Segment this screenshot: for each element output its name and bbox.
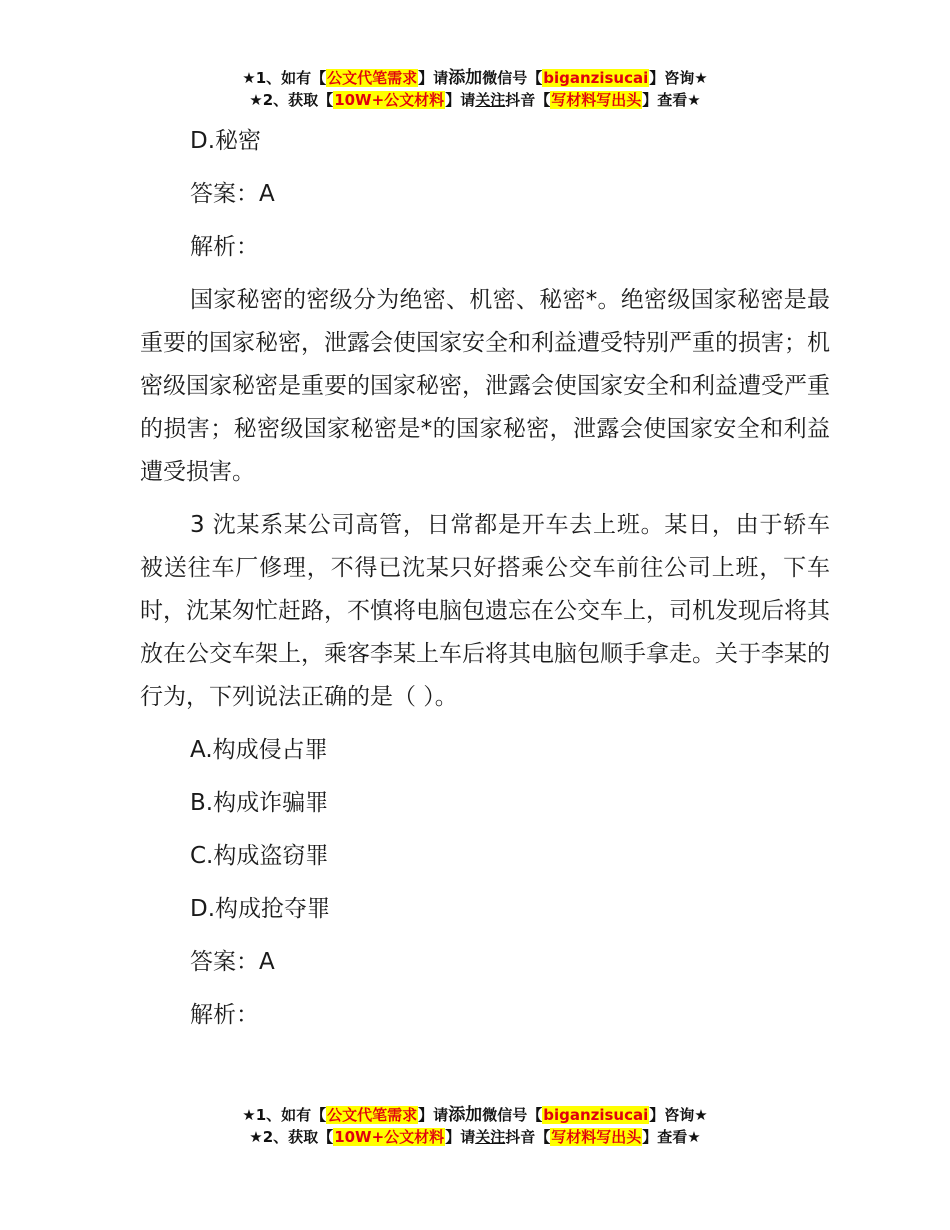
header-line-2	[0, 89, 950, 111]
document-body	[140, 120, 830, 1047]
header-text: 微信号【	[482, 69, 543, 87]
footer-text: 】请	[445, 1128, 476, 1146]
answer: 答案：A	[190, 181, 275, 207]
footer-text: ★2、获取【	[249, 1128, 334, 1146]
option-b: B.构成诈骗罪	[190, 790, 329, 816]
header-text: ★1、如有【	[242, 69, 327, 87]
footer-text: ★1、如有【	[242, 1106, 327, 1124]
footer-line-2	[0, 1126, 950, 1148]
analysis-paragraph: 国家秘密的密级分为绝密、机密、秘密*。绝密级国家秘密是最重要的国家秘密，泄露会使国家安全和利益遭受特别严重的损害；机密级国家秘密是重要的国家秘密，泄露会使国家安全和利益遭受严重的损害；秘密级国家秘密是*的国家秘密，泄露会使国家安全和利益遭受损害。	[140, 287, 830, 485]
footer-text: 】咨询★	[649, 1106, 708, 1124]
analysis-label: 解析：	[190, 234, 259, 260]
footer-text: 关注	[475, 1128, 506, 1146]
footer-text: 添加	[448, 1105, 483, 1125]
header-text: 】请	[418, 69, 449, 87]
footer-text: 抖音【	[505, 1128, 551, 1146]
highlight-text: 10W+公文材料	[334, 91, 445, 109]
analysis-label: 解析：	[190, 1002, 259, 1028]
page-header	[0, 67, 950, 111]
header-line-1	[0, 67, 950, 89]
footer-text: 】查看★	[642, 1128, 701, 1146]
douyin-account: 写材料写出头	[551, 1128, 642, 1146]
header-text: 】请	[445, 91, 476, 109]
page-footer	[0, 1104, 950, 1148]
highlight-text: 公文代笔需求	[327, 69, 418, 87]
highlight-text: 10W+公文材料	[334, 1128, 445, 1146]
footer-text: 微信号【	[482, 1106, 543, 1124]
option-d: D.秘密	[190, 128, 262, 154]
highlight-text: 公文代笔需求	[327, 1106, 418, 1124]
option-d: D.构成抢夺罪	[190, 896, 331, 922]
answer: 答案：A	[190, 949, 275, 975]
question-3: 3 沈某系某公司高管，日常都是开车去上班。某日，由于轿车被送往车厂修理，不得已沈某只好搭乘公交车前往公司上班，下车时，沈某匆忙赶路，不慎将电脑包遗忘在公交车上，司机发现后将其放在公交车架上，乘客李某上车后将其电脑包顺手拿走。关于李某的行为，下列说法正确的是（ ）。	[140, 512, 830, 710]
wechat-id: biganzisucai	[543, 1106, 649, 1124]
header-text: 添加	[448, 68, 483, 88]
footer-text: 】请	[418, 1106, 449, 1124]
douyin-account: 写材料写出头	[551, 91, 642, 109]
footer-line-1	[0, 1104, 950, 1126]
option-a: A.构成侵占罪	[190, 737, 328, 763]
header-text: 抖音【	[505, 91, 551, 109]
header-text: 】咨询★	[649, 69, 708, 87]
option-c: C.构成盗窃罪	[190, 843, 329, 869]
header-text: 关注	[475, 91, 506, 109]
header-text: 】查看★	[642, 91, 701, 109]
header-text: ★2、获取【	[249, 91, 334, 109]
wechat-id: biganzisucai	[543, 69, 649, 87]
